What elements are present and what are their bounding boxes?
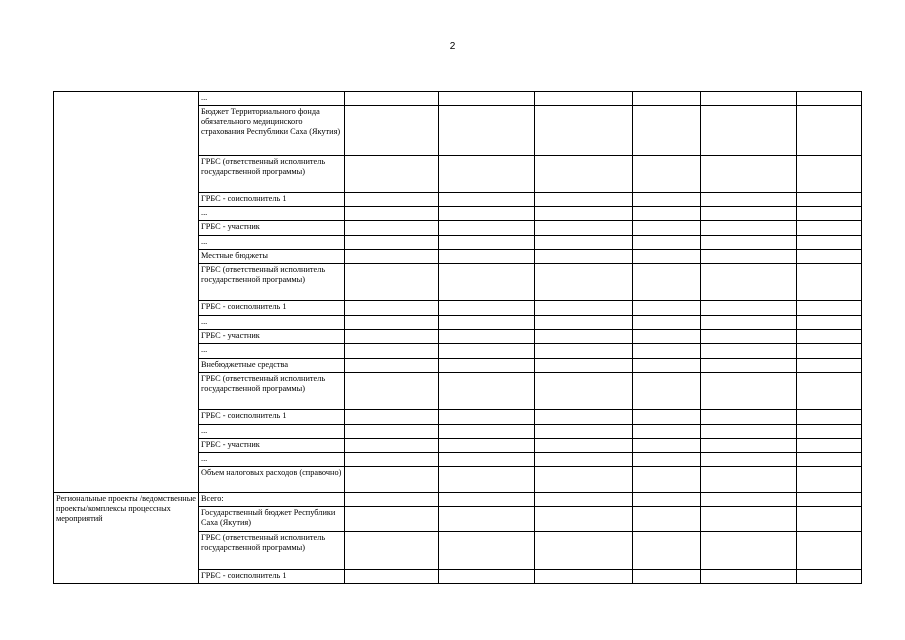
budget-table bbox=[53, 91, 862, 584]
funding-source-cell: ГРБС - соисполнитель 1 bbox=[199, 410, 345, 425]
value-cell bbox=[633, 301, 701, 316]
value-cell bbox=[535, 425, 633, 439]
value-cell bbox=[633, 193, 701, 207]
value-cell bbox=[701, 207, 797, 221]
value-cell bbox=[797, 221, 862, 236]
value-cell bbox=[439, 330, 535, 344]
value-cell bbox=[797, 330, 862, 344]
value-cell bbox=[701, 156, 797, 193]
value-cell bbox=[345, 330, 439, 344]
value-cell bbox=[535, 221, 633, 236]
value-cell bbox=[345, 532, 439, 570]
value-cell bbox=[797, 439, 862, 453]
funding-source-cell: ... bbox=[199, 425, 345, 439]
value-cell bbox=[535, 570, 633, 584]
value-cell bbox=[797, 236, 862, 250]
funding-source-cell: ... bbox=[199, 236, 345, 250]
value-cell bbox=[535, 236, 633, 250]
funding-source-cell: ... bbox=[199, 92, 345, 106]
value-cell bbox=[797, 250, 862, 264]
value-cell bbox=[345, 106, 439, 156]
value-cell bbox=[797, 493, 862, 507]
value-cell bbox=[633, 250, 701, 264]
value-cell bbox=[439, 156, 535, 193]
value-cell bbox=[701, 264, 797, 301]
value-cell bbox=[439, 467, 535, 493]
value-cell bbox=[535, 250, 633, 264]
value-cell bbox=[439, 221, 535, 236]
page-number: 2 bbox=[449, 41, 456, 52]
value-cell bbox=[345, 373, 439, 410]
value-cell bbox=[535, 359, 633, 373]
funding-source-cell: ГРБС (ответственный исполнитель государственной программы) bbox=[199, 532, 345, 570]
value-cell bbox=[633, 493, 701, 507]
value-cell bbox=[633, 330, 701, 344]
value-cell bbox=[633, 453, 701, 467]
funding-source-cell: Объем налоговых расходов (справочно) bbox=[199, 467, 345, 493]
value-cell bbox=[439, 410, 535, 425]
funding-source-cell: ... bbox=[199, 207, 345, 221]
value-cell bbox=[535, 207, 633, 221]
value-cell bbox=[345, 207, 439, 221]
value-cell bbox=[633, 236, 701, 250]
funding-source-cell: ГРБС (ответственный исполнитель государственной программы) bbox=[199, 373, 345, 410]
value-cell bbox=[535, 301, 633, 316]
value-cell bbox=[701, 106, 797, 156]
value-cell bbox=[701, 373, 797, 410]
value-cell bbox=[439, 207, 535, 221]
value-cell bbox=[633, 467, 701, 493]
value-cell bbox=[345, 410, 439, 425]
funding-source-cell: Местные бюджеты bbox=[199, 250, 345, 264]
value-cell bbox=[535, 330, 633, 344]
value-cell bbox=[633, 532, 701, 570]
value-cell bbox=[701, 532, 797, 570]
value-cell bbox=[633, 221, 701, 236]
value-cell bbox=[535, 193, 633, 207]
value-cell bbox=[439, 493, 535, 507]
table-row bbox=[54, 493, 862, 507]
value-cell bbox=[439, 359, 535, 373]
value-cell bbox=[439, 92, 535, 106]
section-label-cell: Региональные проекты /ведомственные проекты/комплексы процессных мероприятий bbox=[54, 493, 199, 584]
value-cell bbox=[439, 106, 535, 156]
value-cell bbox=[345, 92, 439, 106]
value-cell bbox=[633, 425, 701, 439]
table-row bbox=[54, 92, 862, 106]
value-cell bbox=[439, 250, 535, 264]
value-cell bbox=[535, 410, 633, 425]
value-cell bbox=[797, 359, 862, 373]
value-cell bbox=[535, 493, 633, 507]
value-cell bbox=[345, 221, 439, 236]
funding-source-cell: Внебюджетные средства bbox=[199, 359, 345, 373]
value-cell bbox=[701, 507, 797, 532]
value-cell bbox=[701, 92, 797, 106]
value-cell bbox=[345, 236, 439, 250]
value-cell bbox=[439, 373, 535, 410]
value-cell bbox=[701, 453, 797, 467]
value-cell bbox=[797, 316, 862, 330]
value-cell bbox=[701, 439, 797, 453]
value-cell bbox=[797, 92, 862, 106]
value-cell bbox=[797, 156, 862, 193]
value-cell bbox=[633, 156, 701, 193]
value-cell bbox=[797, 264, 862, 301]
value-cell bbox=[797, 467, 862, 493]
funding-source-cell: ГРБС - участник bbox=[199, 221, 345, 236]
value-cell bbox=[633, 264, 701, 301]
funding-source-cell: Государственный бюджет Республики Саха (Якутия) bbox=[199, 507, 345, 532]
value-cell bbox=[345, 156, 439, 193]
value-cell bbox=[439, 236, 535, 250]
value-cell bbox=[701, 410, 797, 425]
value-cell bbox=[633, 359, 701, 373]
funding-source-cell: ГРБС (ответственный исполнитель государственной программы) bbox=[199, 156, 345, 193]
value-cell bbox=[439, 532, 535, 570]
value-cell bbox=[345, 570, 439, 584]
value-cell bbox=[797, 532, 862, 570]
funding-source-cell: Бюджет Территориального фонда обязательного медицинского страхования Республики Саха (Якутия) bbox=[199, 106, 345, 156]
value-cell bbox=[633, 373, 701, 410]
funding-source-cell: ... bbox=[199, 344, 345, 359]
value-cell bbox=[345, 439, 439, 453]
value-cell bbox=[701, 316, 797, 330]
value-cell bbox=[439, 301, 535, 316]
value-cell bbox=[439, 439, 535, 453]
value-cell bbox=[439, 316, 535, 330]
value-cell bbox=[701, 301, 797, 316]
funding-source-cell: ГРБС - соисполнитель 1 bbox=[199, 193, 345, 207]
value-cell bbox=[439, 570, 535, 584]
value-cell bbox=[633, 92, 701, 106]
value-cell bbox=[701, 493, 797, 507]
value-cell bbox=[701, 221, 797, 236]
funding-source-cell: ГРБС - соисполнитель 1 bbox=[199, 301, 345, 316]
value-cell bbox=[535, 373, 633, 410]
value-cell bbox=[535, 156, 633, 193]
value-cell bbox=[701, 330, 797, 344]
value-cell bbox=[345, 250, 439, 264]
value-cell bbox=[701, 425, 797, 439]
value-cell bbox=[701, 570, 797, 584]
value-cell bbox=[797, 301, 862, 316]
section-label-cell bbox=[54, 92, 199, 493]
value-cell bbox=[701, 250, 797, 264]
value-cell bbox=[797, 207, 862, 221]
funding-source-cell: ГРБС - участник bbox=[199, 330, 345, 344]
funding-source-cell: ... bbox=[199, 453, 345, 467]
value-cell bbox=[701, 236, 797, 250]
funding-source-cell: ГРБС - соисполнитель 1 bbox=[199, 570, 345, 584]
value-cell bbox=[633, 316, 701, 330]
value-cell bbox=[633, 106, 701, 156]
value-cell bbox=[633, 570, 701, 584]
value-cell bbox=[345, 264, 439, 301]
value-cell bbox=[439, 264, 535, 301]
funding-source-cell: ГРБС (ответственный исполнитель государственной программы) bbox=[199, 264, 345, 301]
value-cell bbox=[633, 344, 701, 359]
value-cell bbox=[797, 453, 862, 467]
value-cell bbox=[797, 507, 862, 532]
value-cell bbox=[345, 359, 439, 373]
value-cell bbox=[797, 410, 862, 425]
value-cell bbox=[439, 507, 535, 532]
value-cell bbox=[797, 425, 862, 439]
value-cell bbox=[535, 467, 633, 493]
value-cell bbox=[701, 467, 797, 493]
value-cell bbox=[701, 344, 797, 359]
value-cell bbox=[345, 493, 439, 507]
funding-source-cell: ... bbox=[199, 316, 345, 330]
value-cell bbox=[345, 453, 439, 467]
value-cell bbox=[701, 359, 797, 373]
value-cell bbox=[633, 439, 701, 453]
value-cell bbox=[439, 193, 535, 207]
value-cell bbox=[439, 425, 535, 439]
value-cell bbox=[345, 344, 439, 359]
value-cell bbox=[535, 453, 633, 467]
value-cell bbox=[439, 344, 535, 359]
value-cell bbox=[633, 410, 701, 425]
value-cell bbox=[535, 439, 633, 453]
value-cell bbox=[797, 193, 862, 207]
value-cell bbox=[345, 507, 439, 532]
value-cell bbox=[797, 570, 862, 584]
value-cell bbox=[345, 467, 439, 493]
value-cell bbox=[797, 344, 862, 359]
value-cell bbox=[797, 106, 862, 156]
value-cell bbox=[535, 532, 633, 570]
value-cell bbox=[345, 425, 439, 439]
value-cell bbox=[797, 373, 862, 410]
value-cell bbox=[535, 507, 633, 532]
value-cell bbox=[535, 264, 633, 301]
value-cell bbox=[345, 301, 439, 316]
value-cell bbox=[633, 507, 701, 532]
value-cell bbox=[535, 344, 633, 359]
value-cell bbox=[535, 92, 633, 106]
funding-source-cell: ГРБС - участник bbox=[199, 439, 345, 453]
value-cell bbox=[535, 106, 633, 156]
value-cell bbox=[345, 193, 439, 207]
value-cell bbox=[633, 207, 701, 221]
value-cell bbox=[439, 453, 535, 467]
value-cell bbox=[345, 316, 439, 330]
value-cell bbox=[535, 316, 633, 330]
funding-source-cell: Всего: bbox=[199, 493, 345, 507]
value-cell bbox=[701, 193, 797, 207]
